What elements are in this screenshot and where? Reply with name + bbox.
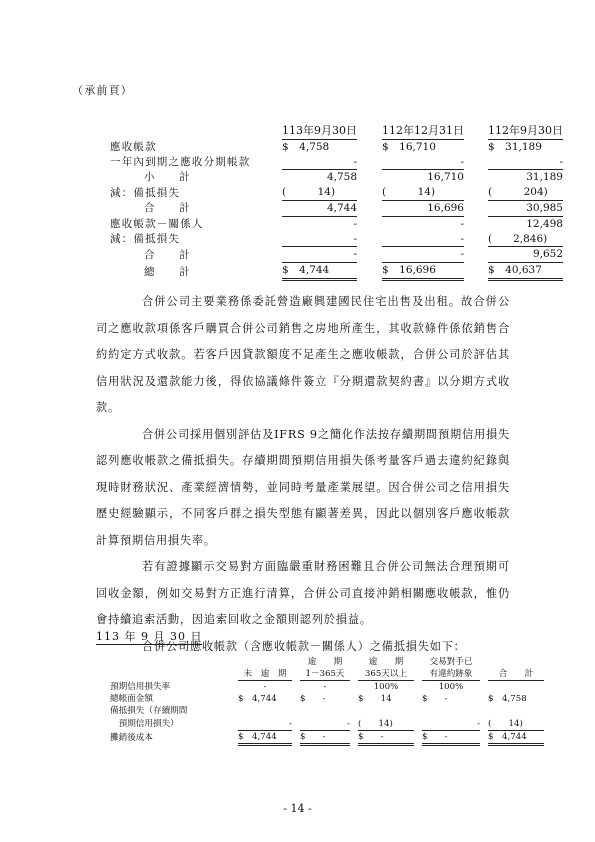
- cell: 16,696: [382, 200, 464, 216]
- cell: 30,985: [488, 200, 563, 216]
- row-label: 應收帳款: [110, 140, 157, 153]
- table-header-row: [110, 124, 563, 139]
- row-label: 總帳面金額: [110, 694, 153, 705]
- col-header: 112年12月31日: [382, 124, 464, 139]
- table-row: [110, 718, 544, 731]
- paragraph: 合併公司採用個別評估及IFRS 9之簡化作法按存續期間預期信用損失認列應收帳款之備抵損失。存續期間預期信用損失係考量客戶過去違約紀錄與現時財務狀況、產業經濟情勢，並同時考量產業展望。因合併公司之信用損失歷史經驗顯示，不同客戶群之損失型態有顯著差異，因此以個別客戶應收帳款計算預期信用損失率。: [96, 427, 510, 547]
- table-row: [110, 247, 563, 263]
- date-heading: 113 年 9 月 30 日: [96, 630, 203, 643]
- cell: -: [460, 217, 464, 230]
- cell: -: [422, 718, 480, 731]
- cell: 4,758: [326, 171, 357, 184]
- table-row: [110, 185, 563, 200]
- cell: -: [282, 155, 357, 170]
- table-row: [110, 730, 544, 744]
- cell: 100%: [438, 682, 464, 692]
- cell: $ -: [300, 730, 350, 744]
- cell: $ -: [422, 730, 480, 744]
- cell: 9,652: [488, 247, 563, 263]
- cell: $ 4,744: [238, 730, 292, 744]
- cell: -: [382, 247, 464, 263]
- cell: $ -: [358, 730, 414, 744]
- cell: -: [300, 718, 350, 731]
- table-row: [110, 155, 563, 170]
- paragraph: 若有證據顯示交易對方面臨嚴重財務困難且合併公司無法合理預期可回收金額，例如交易對方正進行清算，合併公司直接沖銷相關應收帳款，惟仍會持續追索活動，因追索回收之金額則認列於損益。: [96, 560, 510, 626]
- row-label: 小 計: [144, 171, 191, 184]
- row-label: 合 計: [144, 248, 191, 261]
- col-header: 113年9月30日: [282, 124, 357, 139]
- cell: -: [323, 682, 327, 692]
- cell: -: [382, 232, 464, 247]
- cell: $ -: [422, 694, 448, 705]
- cell: $ 31,189: [488, 140, 542, 153]
- cell: -: [353, 217, 357, 230]
- cell: $ 4,744: [282, 263, 357, 280]
- table-row: [110, 200, 563, 216]
- continued-label: （承前頁）: [72, 84, 133, 97]
- page-number: - 14 -: [283, 802, 312, 815]
- cell: $ 4,744: [488, 730, 544, 744]
- cell: -: [238, 718, 292, 731]
- col-header: 交易對手已 有違約跡象: [422, 654, 480, 681]
- table-row: [110, 705, 544, 717]
- cell: 100%: [373, 682, 399, 692]
- body-text: [96, 289, 510, 660]
- col-header: 112年9月30日: [488, 124, 563, 139]
- table-row: [110, 216, 563, 231]
- cell: $ 16,710: [382, 140, 436, 153]
- receivables-table: [110, 124, 563, 281]
- row-label: 總 計: [144, 265, 191, 278]
- cell: $ 4,758: [488, 694, 527, 705]
- aging-table: [110, 654, 544, 746]
- table-row: [110, 681, 544, 694]
- cell: ( 2,846): [488, 232, 563, 247]
- col-header: 逾 期 1－365天: [300, 654, 350, 681]
- cell: $ 4,744: [238, 694, 277, 705]
- cell: -: [382, 155, 464, 170]
- cell: 16,710: [427, 171, 464, 184]
- paragraph: 合併公司應收帳款（含應收帳款－關係人）之備抵損失如下：: [142, 639, 466, 653]
- cell: -: [282, 247, 357, 263]
- cell: ( 204): [488, 185, 563, 200]
- table-row: [110, 263, 563, 280]
- table-row: [110, 170, 563, 185]
- cell: ( 14): [488, 718, 544, 731]
- cell: 12,498: [526, 217, 563, 230]
- table-row: [110, 693, 544, 705]
- cell: -: [263, 682, 267, 692]
- col-header: 合 計: [488, 654, 544, 681]
- table-row: [110, 232, 563, 247]
- cell: ( 14): [382, 185, 464, 200]
- cell: -: [282, 232, 357, 247]
- row-label: 備抵損失（存續期間: [110, 706, 188, 717]
- table-row: [110, 139, 563, 154]
- cell: $ -: [300, 694, 326, 705]
- cell: ( 14): [282, 185, 357, 200]
- cell: $ 40,637: [488, 263, 563, 280]
- cell: $ 4,758: [282, 140, 330, 153]
- row-label: 一年內到期之應收分期帳款: [110, 156, 251, 169]
- cell: ( 14): [358, 718, 414, 731]
- col-header: 逾 期 365天以上: [358, 654, 414, 681]
- col-header: 未 逾 期: [238, 654, 292, 681]
- paragraph: 合併公司主要業務係委託營造廠興建國民住宅出售及出租。故合併公司之應收款項係客戶購買合併公司銷售之房地所產生，其收款條件係依銷售合約約定方式收款。若客戶因貸款額度不足產生之應收帳款，合併公司於評估其信用狀況及還款能力後，得依協議條件簽立『分期還款契約書』以分期方式收款。: [96, 295, 510, 414]
- cell: $ 14: [358, 694, 392, 705]
- row-label: 預期信用損失率: [110, 682, 171, 692]
- cell: -: [488, 155, 563, 170]
- row-label: 應收帳款－關係人: [110, 217, 204, 230]
- cell: [488, 681, 544, 694]
- row-label: 減：備抵損失: [110, 233, 181, 246]
- cell: 31,189: [526, 171, 563, 184]
- row-label: 減：備抵損失: [110, 186, 181, 199]
- row-label: 攤銷後成本: [110, 733, 153, 744]
- cell: 4,744: [282, 200, 357, 216]
- row-label: 合 計: [144, 202, 191, 215]
- table-header-row: [110, 654, 544, 681]
- row-label: 預期信用損失）: [110, 719, 179, 730]
- cell: $ 16,696: [382, 263, 464, 280]
